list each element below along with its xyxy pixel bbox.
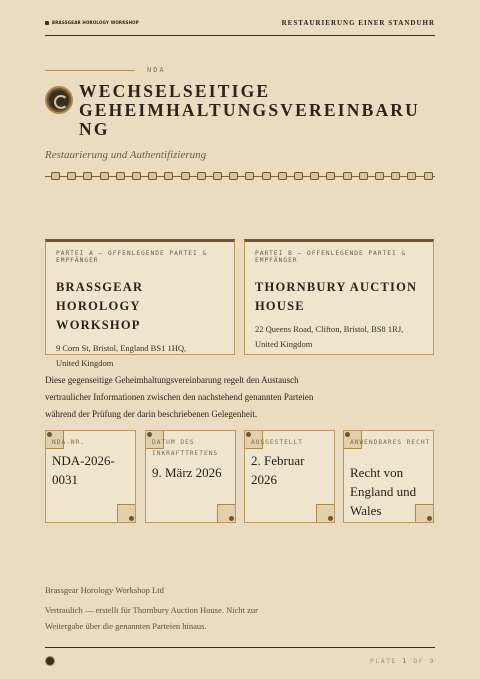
plate-total: 9: [429, 657, 435, 665]
chain-bead: [132, 172, 141, 180]
chain-bead: [310, 172, 319, 180]
document-subtitle: Restaurierung und Authentifizierung: [45, 149, 207, 161]
detail-card-governing-law: [343, 430, 434, 523]
chain-bead: [326, 172, 335, 180]
corner-ornament: [117, 504, 135, 522]
chain-bead: [245, 172, 254, 180]
corner-ornament: [217, 504, 235, 522]
brand-icon: [45, 21, 49, 25]
footer-seal-icon: [45, 656, 55, 666]
company-name: Brassgear Horology Workshop Ltd: [45, 585, 164, 595]
footer-divider: [45, 647, 435, 648]
chain-bead: [148, 172, 157, 180]
chain-bead: [391, 172, 400, 180]
party-a-address: [56, 341, 224, 371]
ornamental-chain: [45, 171, 435, 181]
party-a-address-line1: 9 Corn St, Bristol, England BS1 1HQ,: [56, 343, 187, 353]
seal-icon: [45, 86, 73, 114]
chain-bead: [181, 172, 190, 180]
party-a-address-line2: United Kingdom: [56, 358, 114, 368]
party-b-name: THORNBURY AUCTION HOUSE: [255, 280, 418, 313]
card-value: Recht von England und Wales: [350, 465, 417, 518]
page-indicator: [370, 657, 435, 665]
corner-ornament: [316, 504, 334, 522]
section-title: RESTAURIERUNG EINER STANDUHR: [281, 18, 435, 27]
doc-label-row: [45, 66, 166, 74]
divider: [45, 70, 135, 71]
detail-card-nda-number: [45, 430, 136, 523]
chain-bead: [67, 172, 76, 180]
header-bar: [45, 16, 435, 36]
card-label: DATUM DES INKRAFTTRETENS: [152, 439, 219, 457]
chain-bead: [407, 172, 416, 180]
chain-bead: [343, 172, 352, 180]
party-b-card: [244, 239, 434, 355]
chain-bead: [83, 172, 92, 180]
party-a-name: BRASSGEAR HOROLOGY WORKSHOP: [56, 280, 144, 332]
card-value: 2. Februar 2026: [251, 453, 305, 487]
party-a-card: [45, 239, 235, 368]
chain-bead: [197, 172, 206, 180]
intro-paragraph: Diese gegenseitige Geheimhaltungsvereinbarung regelt den Austausch vertraulicher Informationen zwischen den nachstehend genannten Parteien während der Prüfung der darin beschriebenen Gelegenheit.: [45, 375, 314, 419]
card-label: ANWENDBARES RECHT: [350, 439, 431, 446]
party-b-role: PARTEI B — OFFENLEGENDE PARTEI & EMPFÄNGER: [255, 250, 407, 264]
document-title: WECHSELSEITIGE GEHEIMHALTUNGSVEREINBARU NG: [79, 81, 420, 139]
chain-bead: [359, 172, 368, 180]
party-b-address-line2: United Kingdom: [255, 339, 313, 349]
chain-bead: [294, 172, 303, 180]
plate-label: PLATE: [369, 657, 398, 665]
card-label: AUSGESTELLT: [251, 439, 303, 446]
detail-card-effective-date: [145, 430, 236, 523]
card-value: 9. März 2026: [152, 465, 222, 480]
chain-bead: [424, 172, 433, 180]
chain-bead: [164, 172, 173, 180]
party-b-address: [255, 322, 423, 352]
chain-bead: [213, 172, 222, 180]
plate-current: 1: [402, 657, 408, 665]
chain-bead: [262, 172, 271, 180]
card-label: NDA-NR.: [52, 439, 86, 446]
party-b-address-line1: 22 Queens Road, Clifton, Bristol, BS8 1RJ,: [255, 324, 404, 334]
chain-bead: [100, 172, 109, 180]
chain-bead: [229, 172, 238, 180]
chain-bead: [278, 172, 287, 180]
confidentiality-note: Vertraulich — erstellt für Thornbury Auction House. Nicht zur Weitergabe über die genannten Parteien hinaus.: [45, 605, 258, 631]
chain-bead: [116, 172, 125, 180]
party-a-role: PARTEI A — OFFENLEGENDE PARTEI & EMPFÄNGER: [56, 250, 208, 264]
brand-name: BRASSGEAR HOROLOGY WORKSHOP: [52, 20, 139, 25]
chain-bead: [375, 172, 384, 180]
detail-card-issued: [244, 430, 335, 523]
plate-of: OF: [413, 657, 425, 665]
chain-bead: [51, 172, 60, 180]
doc-type-label: NDA: [147, 66, 166, 74]
card-value: NDA-2026-0031: [52, 453, 115, 487]
brand-mark: [45, 20, 139, 25]
